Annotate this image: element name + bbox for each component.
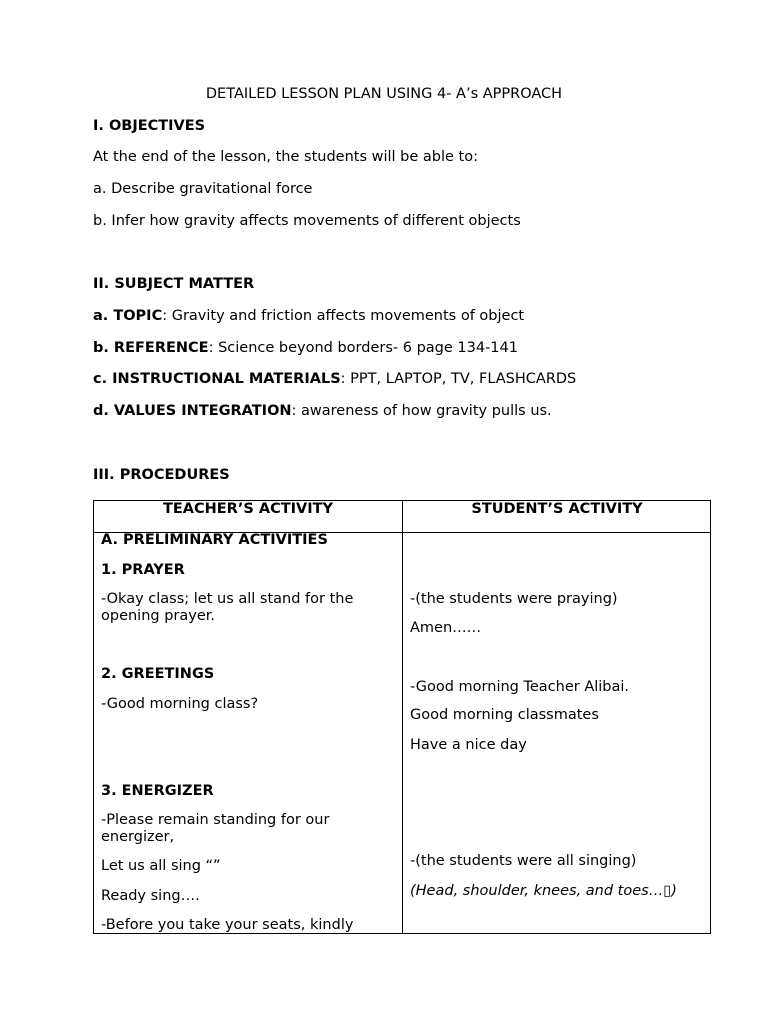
values-label: d. VALUES INTEGRATION [93,403,292,419]
topic-value: : Gravity and friction affects movements of object [162,308,525,324]
values-value: : awareness of how gravity pulls us. [291,403,552,419]
objective-item-a: a. Describe gravitational force [93,181,313,197]
greetings-student-text-3: Have a nice day [410,737,527,753]
energizer-student-text-2: (Head, shoulder, knees, and toes…▯) [410,883,677,899]
materials-value: : PPT, LAPTOP, TV, FLASHCARDS [340,371,577,387]
prayer-teacher-text: -Okay class; let us all stand for the opening prayer. [101,591,354,624]
objective-item-b: b. Infer how gravity affects movements of different objects [93,213,521,229]
prayer-student-text-2: Amen…… [410,620,482,636]
values-line [93,403,552,419]
document-title: DETAILED LESSON PLAN USING 4- A’s APPROACH [205,86,563,102]
reference-line [93,340,518,356]
greetings-student-text-2: Good morning classmates [410,707,599,723]
energizer-teacher-text-3: Ready sing…. [101,888,200,904]
greetings-teacher-text: -Good morning class? [101,696,259,712]
materials-line [93,371,576,387]
energizer-teacher-text-2: Let us all sing “” [101,858,221,874]
prayer-student-text-1: -(the students were praying) [410,591,618,607]
energizer-heading: 3. ENERGIZER [101,783,214,799]
prayer-heading: 1. PRAYER [101,562,185,578]
procedures-heading: III. PROCEDURES [93,467,230,483]
topic-line [93,308,524,324]
energizer-teacher-text-4: -Before you take your seats, kindly [101,917,354,933]
objectives-intro: At the end of the lesson, the students will be able to: [93,149,478,165]
energizer-teacher-text-1: -Please remain standing for our energizer, [101,812,330,845]
greetings-student-text-1: -Good morning Teacher Alibai. [410,679,630,695]
materials-label: c. INSTRUCTIONAL MATERIALS [93,371,341,387]
topic-label: a. TOPIC [93,308,163,324]
greetings-heading: 2. GREETINGS [101,666,215,682]
reference-label: b. REFERENCE [93,340,209,356]
procedures-table [93,500,711,934]
student-activity-header: STUDENT’S ACTIVITY [471,501,643,517]
preliminary-activities-heading: A. PRELIMINARY ACTIVITIES [101,532,328,548]
teacher-activity-header: TEACHER’S ACTIVITY [162,501,334,517]
table-column-divider [402,501,403,933]
objectives-heading: I. OBJECTIVES [93,118,206,134]
subject-matter-heading: II. SUBJECT MATTER [93,276,255,292]
energizer-student-text-1: -(the students were all singing) [410,853,637,869]
reference-value: : Science beyond borders- 6 page 134-141 [208,340,518,356]
